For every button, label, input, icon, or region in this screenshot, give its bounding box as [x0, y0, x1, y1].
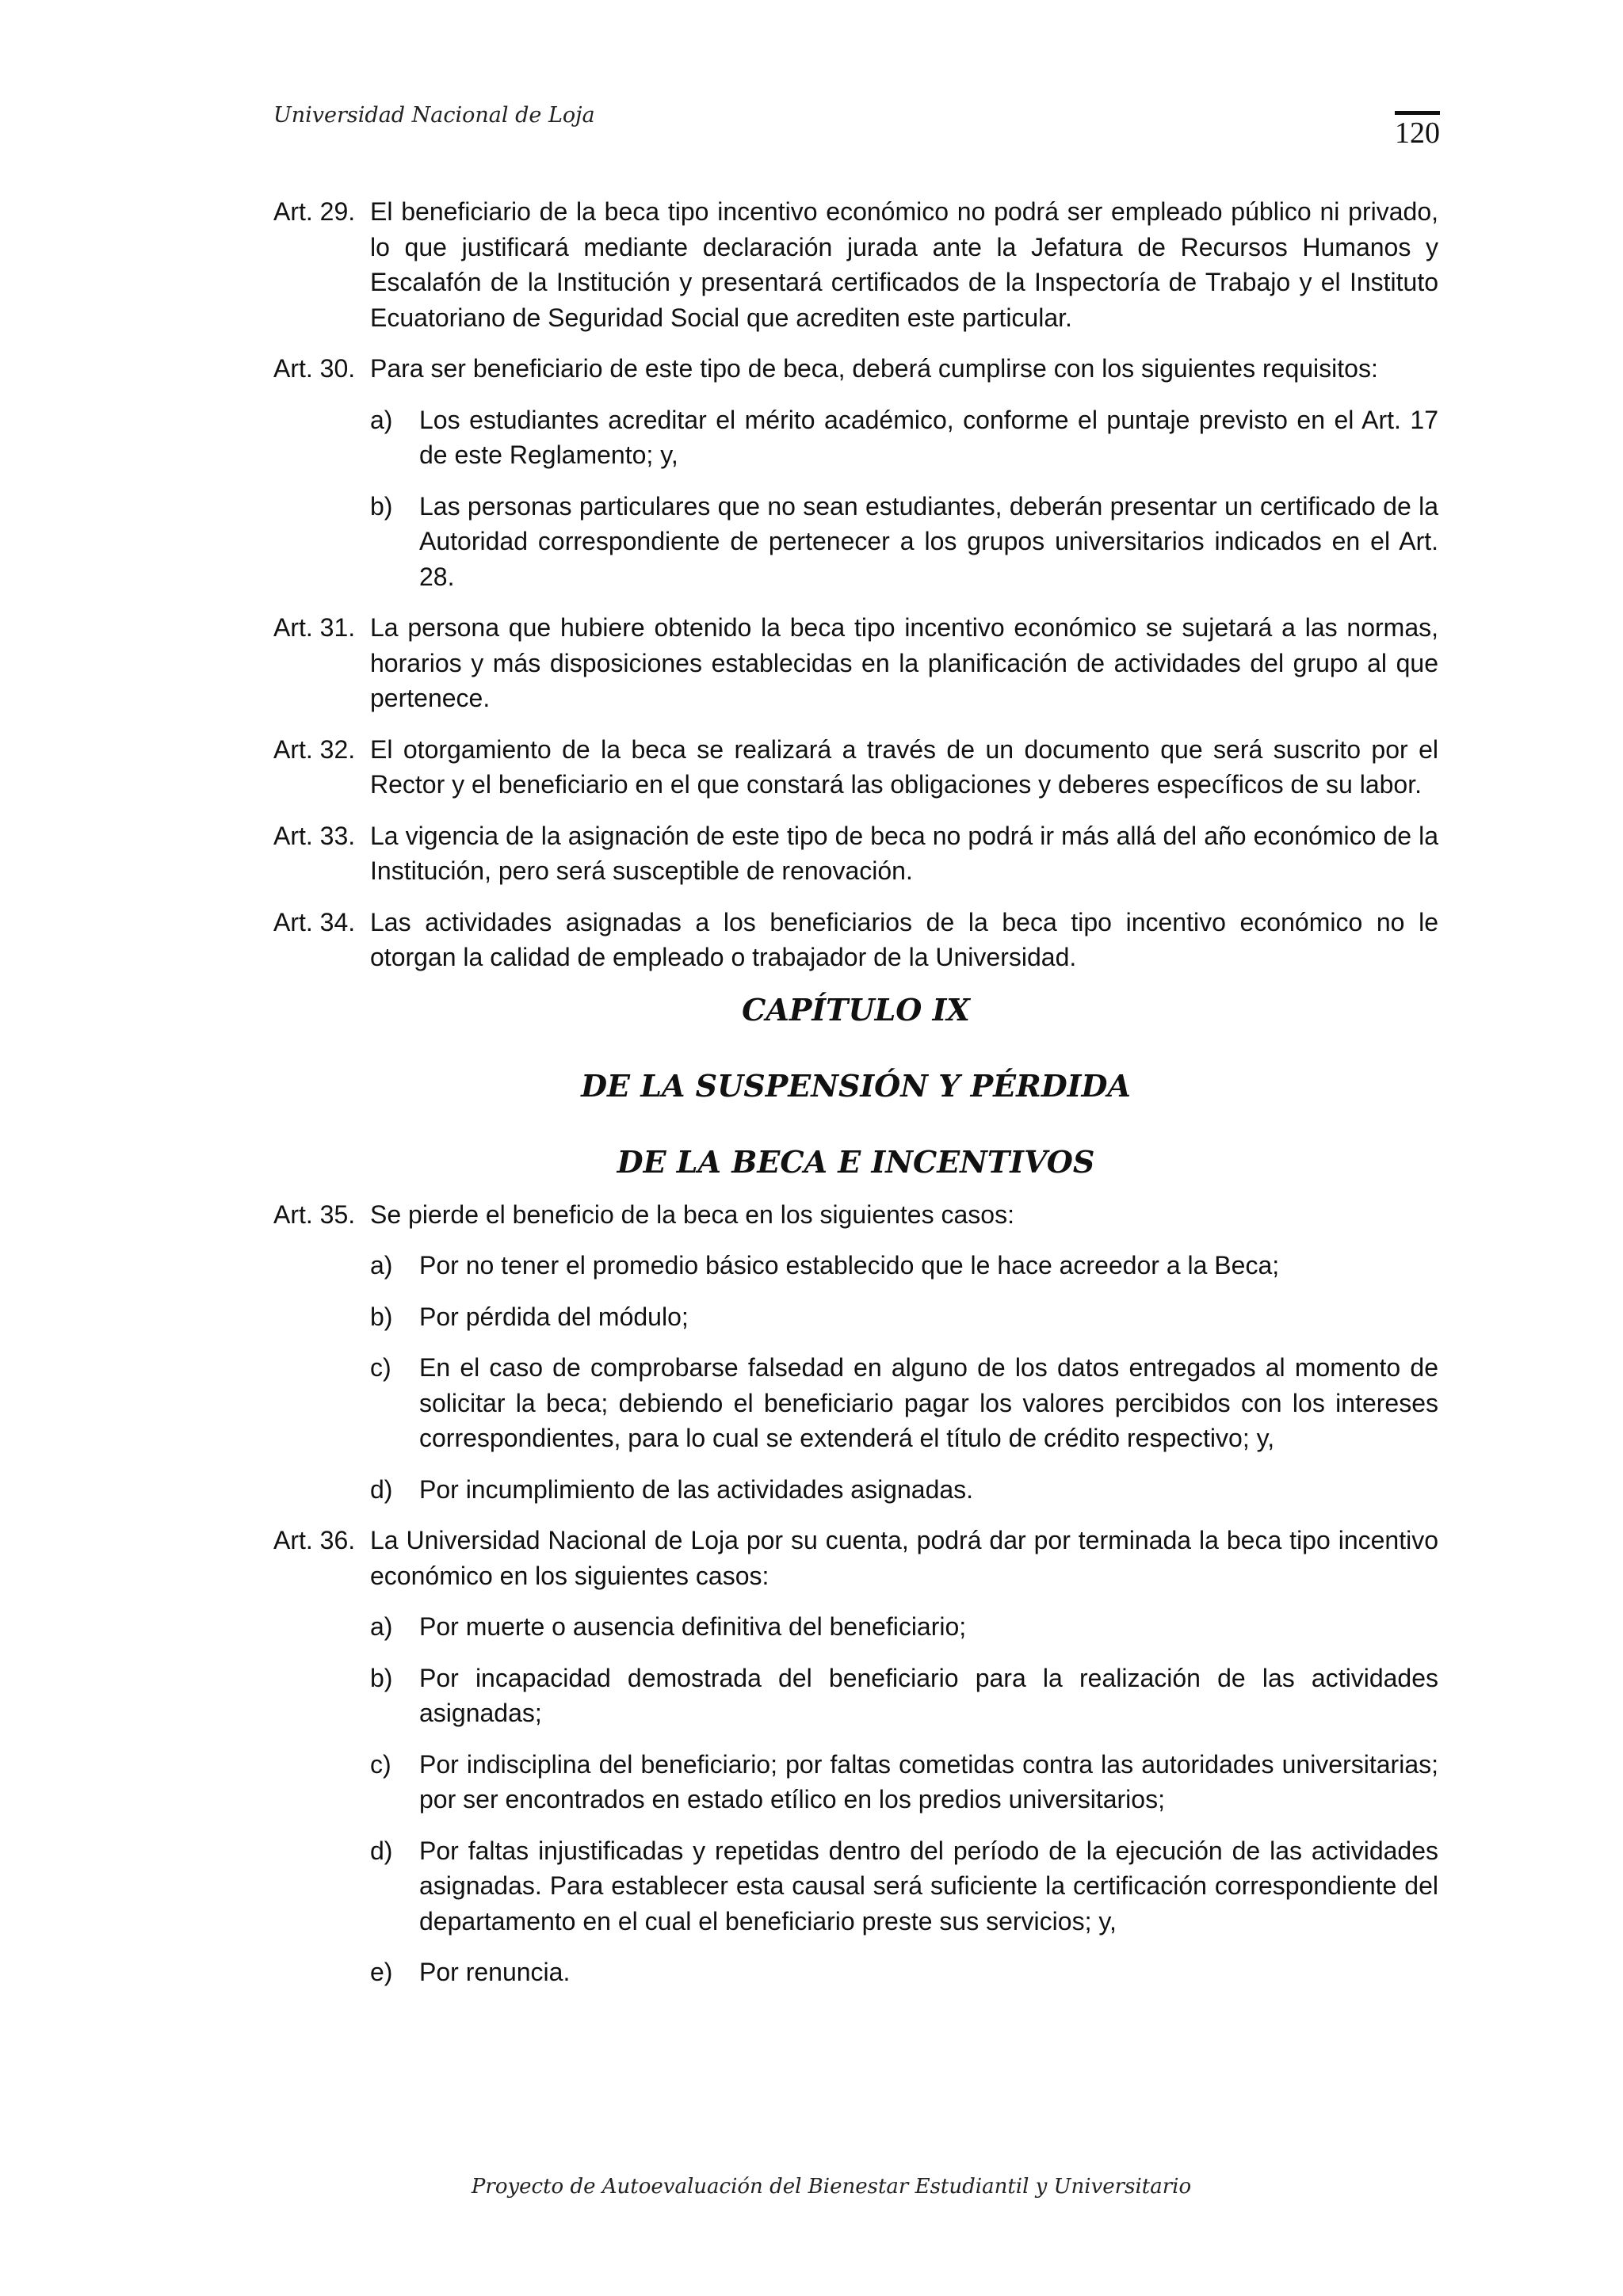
- article-number: Art. 30.: [273, 354, 356, 383]
- list-item-text: Por incapacidad demostrada del beneficiario para la realización de las actividades asignadas;: [419, 1663, 1438, 1727]
- article-item-list: [370, 1609, 1438, 1990]
- list-item: [370, 1350, 1438, 1456]
- article-number: Art. 29.: [273, 197, 356, 226]
- list-item: [370, 1609, 1438, 1645]
- article-number: Art. 31.: [273, 613, 356, 642]
- chapter-subtitle-1: DE LA SUSPENSIÓN Y PÉRDIDA: [581, 1067, 1131, 1104]
- list-item-letter: b): [370, 1302, 393, 1331]
- list-item-text: Las personas particulares que no sean estudiantes, deberán presentar un certificado de la Autoridad correspondiente de pertenecer a los grupos universitarios indicados en el Art. 28.: [419, 491, 1438, 591]
- list-item: [370, 1833, 1438, 1939]
- article-body: [370, 351, 1438, 594]
- list-item-letter: a): [370, 1612, 393, 1641]
- article: [273, 351, 1438, 594]
- list-item-letter: b): [370, 491, 393, 521]
- list-item-letter: a): [370, 405, 393, 434]
- articles-section-a: [273, 194, 1438, 975]
- list-item-text: Por pérdida del módulo;: [419, 1302, 689, 1331]
- article: [273, 194, 1438, 335]
- list-item: [370, 1299, 1438, 1335]
- article-body: [370, 905, 1438, 975]
- article-body: [370, 1197, 1438, 1508]
- chapter-heading: CAPÍTULO IX: [742, 991, 970, 1028]
- list-item: [370, 1248, 1438, 1283]
- list-item-text: Por muerte o ausencia definitiva del beneficiario;: [419, 1612, 967, 1641]
- list-item: [370, 1955, 1438, 1990]
- article-body: [370, 732, 1438, 803]
- article-text: La Universidad Nacional de Loja por su cuenta, podrá dar por terminada la beca tipo incentivo económico en los siguientes casos:: [370, 1526, 1438, 1590]
- list-item-letter: e): [370, 1958, 393, 1986]
- article-text: Para ser beneficiario de este tipo de beca, deberá cumplirse con los siguientes requisitos:: [370, 354, 1378, 383]
- list-item-text: Por faltas injustificadas y repetidas dentro del período de la ejecución de las actividades asignadas. Para establecer esta causal será suficiente la certificación correspondiente del departamento en el cual el beneficiario preste sus servicios; y,: [419, 1836, 1438, 1936]
- article-number: Art. 34.: [273, 907, 356, 936]
- article-body: [370, 194, 1438, 335]
- article-text: La vigencia de la asignación de este tipo de beca no podrá ir más allá del año económico de la Institución, pero será susceptible de renovación.: [370, 821, 1438, 885]
- article-item-list: [370, 402, 1438, 595]
- article: [273, 818, 1438, 889]
- article-text: Se pierde el beneficio de la beca en los siguientes casos:: [370, 1199, 1014, 1229]
- list-item: [370, 1472, 1438, 1508]
- articles-section-b: [273, 1197, 1438, 1990]
- chapter-subtitle-2: DE LA BECA E INCENTIVOS: [617, 1143, 1095, 1180]
- article-number: Art. 36.: [273, 1526, 356, 1554]
- list-item: [370, 489, 1438, 595]
- list-item-text: Por incumplimiento de las actividades asignadas.: [419, 1474, 974, 1504]
- running-footer: Proyecto de Autoevaluación del Bienestar Estudiantil y Universitario: [471, 2175, 1192, 2199]
- article: [273, 1523, 1438, 1990]
- article: [273, 1197, 1438, 1508]
- list-item-text: Por indisciplina del beneficiario; por faltas cometidas contra las autoridades universitarias; por ser encontrados en estado etílico en los predios universitarios;: [419, 1749, 1438, 1814]
- list-item-letter: b): [370, 1663, 393, 1692]
- article-body: [370, 610, 1438, 716]
- list-item-text: En el caso de comprobarse falsedad en alguno de los datos entregados al momento de solicitar la beca; debiendo el beneficiario pagar los valores percibidos con los intereses correspondientes, para lo cual se extenderá el título de crédito respectivo; y,: [419, 1353, 1438, 1452]
- article: [273, 732, 1438, 803]
- list-item-letter: d): [370, 1474, 393, 1504]
- list-item-text: Por no tener el promedio básico establecido que le hace acreedor a la Beca;: [419, 1251, 1280, 1280]
- article-body: [370, 818, 1438, 889]
- article-item-list: [370, 1248, 1438, 1507]
- list-item: [370, 1661, 1438, 1731]
- article: [273, 905, 1438, 975]
- list-item-text: Los estudiantes acreditar el mérito académico, conforme el puntaje previsto en el Art. 17 de este Reglamento; y,: [419, 405, 1438, 469]
- list-item-letter: d): [370, 1836, 393, 1865]
- list-item-letter: a): [370, 1251, 393, 1280]
- list-item-letter: c): [370, 1353, 391, 1382]
- article-text: La persona que hubiere obtenido la beca tipo incentivo económico se sujetará a las normas, horarios y más disposiciones establecidas en la planificación de actividades del grupo al que pertenece.: [370, 613, 1438, 712]
- article-text: El beneficiario de la beca tipo incentivo económico no podrá ser empleado público ni privado, lo que justificará mediante declaración jurada ante la Jefatura de Recursos Humanos y Escalafón de la Institución y presentará certificados de la Inspectoría de Trabajo y el Instituto Ecuatoriano de Seguridad Social que acrediten este particular.: [370, 197, 1438, 332]
- list-item: [370, 402, 1438, 473]
- article-number: Art. 33.: [273, 821, 356, 850]
- article-text: Las actividades asignadas a los beneficiarios de la beca tipo incentivo económico no le otorgan la calidad de empleado o trabajador de la Universidad.: [370, 907, 1438, 971]
- document-body: [273, 194, 1438, 2006]
- article-number: Art. 35.: [273, 1199, 356, 1229]
- running-header: Universidad Nacional de Loja: [273, 103, 595, 128]
- list-item-letter: c): [370, 1749, 391, 1779]
- list-item-text: Por renuncia.: [419, 1958, 571, 1986]
- article-number: Art. 32.: [273, 734, 356, 764]
- list-item: [370, 1747, 1438, 1817]
- article-text: El otorgamiento de la beca se realizará a través de un documento que será suscrito por el Rector y el beneficiario en el que constará las obligaciones y deberes específicos de su labor.: [370, 734, 1438, 799]
- article-body: [370, 1523, 1438, 1990]
- page-number: 120: [1395, 111, 1440, 151]
- article: [273, 610, 1438, 716]
